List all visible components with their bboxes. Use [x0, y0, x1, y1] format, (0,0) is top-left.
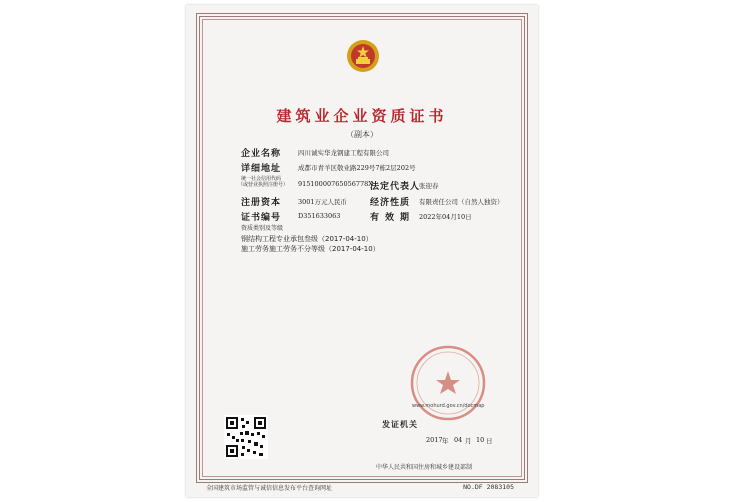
issuer-label: 发证机关 — [382, 419, 418, 429]
year-label: 年 — [442, 437, 449, 445]
valid-period-label: 有效期 — [370, 213, 416, 223]
company-name-value: 四川诚实华龙钢建工程有限公司 — [298, 149, 389, 157]
certificate-subtitle: （副本） — [346, 130, 378, 139]
cert-no-value: D351633063 — [298, 212, 341, 220]
qualification-item: 钢结构工程专业承包叁级（2017-04-10） — [241, 235, 373, 243]
reg-capital-label: 注册资本 — [241, 198, 282, 208]
issue-year: 2017 — [426, 436, 443, 444]
website-url: www.mohurd.gov.cn/docmap — [412, 403, 485, 409]
reg-capital-value: 3001万元人民币 — [298, 198, 348, 206]
official-seal-icon — [408, 343, 488, 423]
address-label: 详细地址 — [241, 164, 282, 174]
qualification-item: 施工劳务施工劳务不分等级（2017-04-10） — [241, 245, 380, 253]
credit-code-label-1: 统一社会信用代码 — [241, 176, 282, 182]
certificate-title: 建筑业企业资质证书 — [276, 107, 448, 125]
month-label: 月 — [465, 437, 472, 445]
certificate-serial-number: NO.DF 2083105 — [463, 483, 514, 491]
econ-nature-value: 有限责任公司（自然人独资） — [419, 198, 504, 206]
legal-rep-label: 法定代表人 — [370, 182, 421, 192]
qual-title: 资质类别及等级 — [241, 225, 284, 232]
issue-day: 10 — [476, 436, 485, 444]
issue-month: 04 — [454, 436, 463, 444]
cert-no-label: 证书编号 — [241, 213, 282, 223]
legal-rep-value: 张迎春 — [419, 182, 439, 190]
company-name-label: 企业名称 — [241, 149, 282, 159]
credit-code-label-2: （或营业执照注册号） — [238, 182, 289, 188]
certificate — [186, 5, 538, 497]
national-emblem-icon — [345, 38, 381, 74]
footer-query-text: 全国建筑市场监管与诚信信息发布平台查询网址 — [206, 485, 333, 492]
qr-code-icon — [224, 415, 268, 459]
valid-period-value: 2022年04月10日 — [419, 213, 472, 221]
econ-nature-label: 经济性质 — [370, 198, 411, 208]
credit-code-value: 91510000765056778X — [298, 180, 373, 188]
address-value: 成都市青羊区敬业路229号7栋2层202号 — [298, 164, 416, 172]
ministry-name: 中华人民共和国住房和城乡建设部制 — [376, 464, 473, 471]
day-label: 日 — [486, 437, 493, 445]
